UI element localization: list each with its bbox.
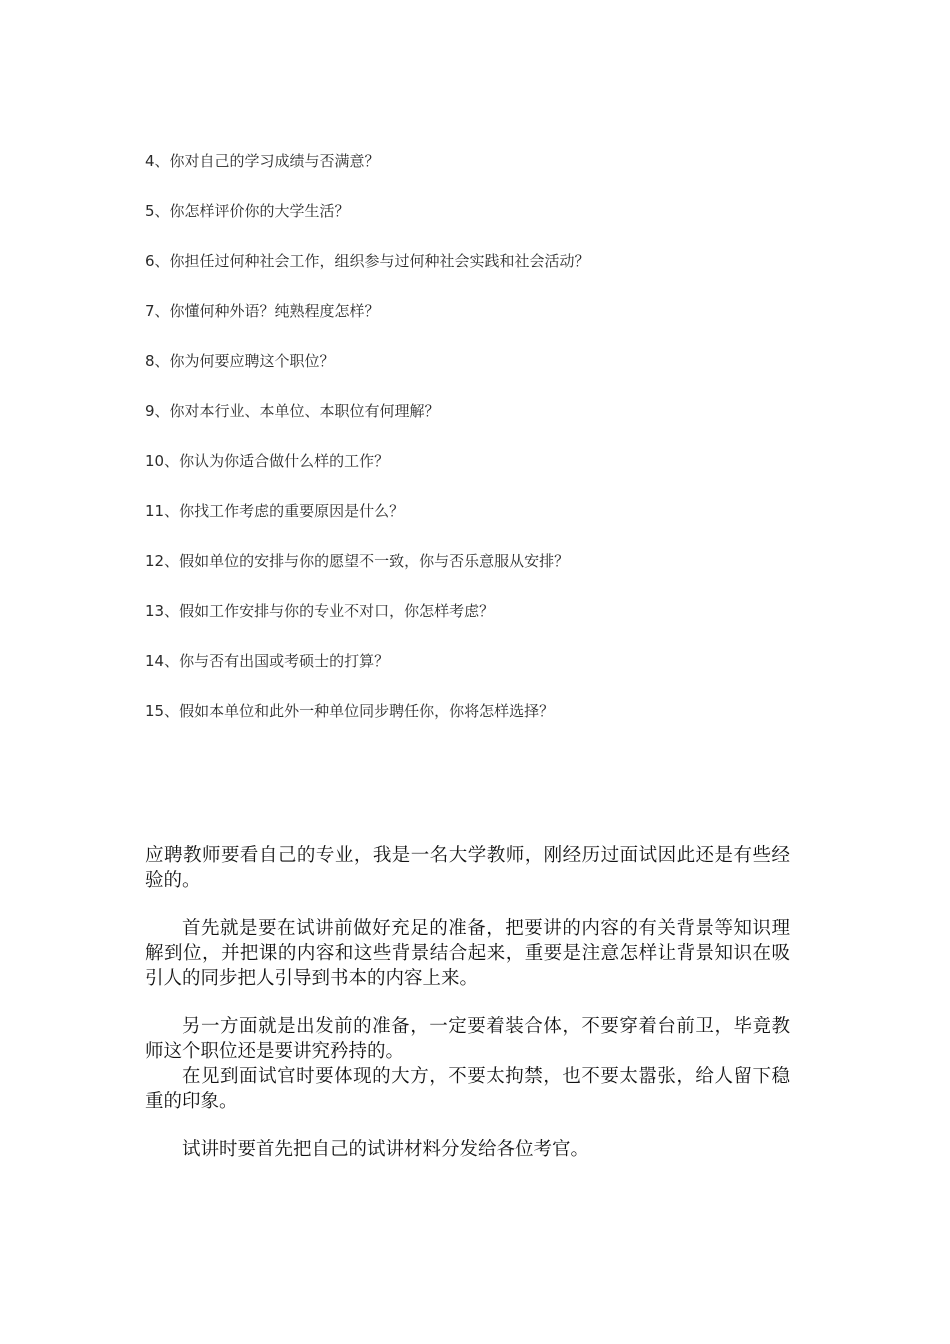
question-item: 15、假如本单位和此外一种单位同步聘任你，你将怎样选择？ xyxy=(145,702,555,720)
question-item: 8、你为何要应聘这个职位？ xyxy=(145,352,335,370)
question-item: 14、你与否有出国或考硕士的打算？ xyxy=(145,652,390,670)
question-item: 7、你懂何种外语？纯熟程度怎样？ xyxy=(145,302,380,320)
interview-question-list xyxy=(145,148,805,748)
question-item: 10、你认为你适合做什么样的工作？ xyxy=(145,452,390,470)
article-paragraph-demeanor: 在见到面试官时要体现的大方，不要太拘禁，也不要太嚣张，给人留下稳重的印象。 xyxy=(145,1066,790,1112)
question-item: 4、你对自己的学习成绩与否满意？ xyxy=(145,152,380,170)
article-intro-paragraph: 应聘教师要看自己的专业，我是一名大学教师，刚经历过面试因此还是有些经验的。 xyxy=(145,845,790,891)
teacher-interview-article xyxy=(145,843,790,1162)
question-item: 9、你对本行业、本单位、本职位有何理解？ xyxy=(145,402,440,420)
article-paragraph-attire: 另一方面就是出发前的准备，一定要着装合体，不要穿着台前卫，毕竟教师这个职位还是要讲究矜持的。 xyxy=(145,1016,790,1062)
question-item: 12、假如单位的安排与你的愿望不一致，你与否乐意服从安排？ xyxy=(145,552,570,570)
question-item: 13、假如工作安排与你的专业不对口，你怎样考虑？ xyxy=(145,602,495,620)
question-item: 6、你担任过何种社会工作，组织参与过何种社会实践和社会活动？ xyxy=(145,252,590,270)
question-item: 11、你找工作考虑的重要原因是什么？ xyxy=(145,502,405,520)
question-item: 5、你怎样评价你的大学生活？ xyxy=(145,202,350,220)
article-paragraph-preparation: 首先就是要在试讲前做好充足的准备，把要讲的内容的有关背景等知识理解到位，并把课的内容和这些背景结合起来，重要是注意怎样让背景知识在吸引人的同步把人引导到书本的内容上来。 xyxy=(145,918,790,989)
article-paragraph-materials: 试讲时要首先把自己的试讲材料分发给各位考官。 xyxy=(182,1139,590,1160)
